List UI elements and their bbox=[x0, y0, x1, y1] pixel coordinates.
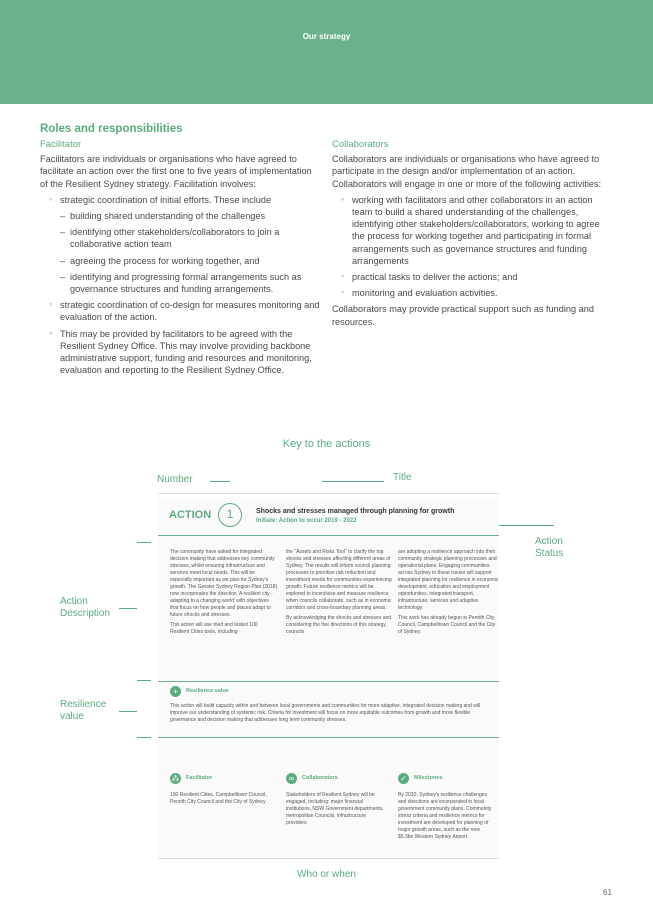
leader-line-resilience-top bbox=[137, 680, 151, 681]
people-icon: ⁂ bbox=[171, 774, 180, 783]
card-divider bbox=[158, 681, 499, 682]
collaborators-column bbox=[332, 139, 612, 332]
handshake-icon: ∞ bbox=[286, 773, 297, 784]
facilitator-bullet-text: strategic coordination of initial efforts. These include bbox=[60, 194, 272, 205]
action-description-col2 bbox=[286, 549, 394, 639]
collaborators-intro: Collaborators are individuals or organisations who have agreed to participate in the design and/or implementation of an action. Collaborators will engage in one or more of the following activities: bbox=[332, 154, 602, 189]
milestones-label: Milestones bbox=[414, 775, 443, 781]
checkmark-icon: ✓ bbox=[398, 773, 409, 784]
facilitator-bullet bbox=[40, 194, 320, 295]
facilitator-subitem: – identifying and progressing formal arrangements such as governance structures and funding arrangements. bbox=[60, 271, 320, 295]
collaborators-outro: Collaborators may provide practical support such as funding and resources. bbox=[332, 304, 594, 327]
collaborators-bullet: ◦ monitoring and evaluation activities. bbox=[332, 287, 612, 299]
facilitator-text: 100 Resilient Cities, Campbelltown Council, Penrith City Council and the City of Sydney bbox=[170, 792, 267, 805]
label-who: Who or when bbox=[297, 869, 356, 880]
facilitator-intro: Facilitators are individuals or organisations who have agreed to facilitate an action over the first one to five years of implementation of the Resilient Sydney strategy. Facilitation involves: bbox=[40, 154, 312, 189]
action-title: Shocks and stresses managed through planning for growth bbox=[256, 508, 455, 515]
resilience-label: Resilience value bbox=[186, 688, 229, 694]
label-number: Number bbox=[157, 474, 193, 485]
page-number: 61 bbox=[603, 888, 612, 897]
page-section-title: Our strategy bbox=[302, 32, 351, 41]
label-resilience: Resilience value bbox=[60, 699, 107, 722]
frame-bottom-line bbox=[158, 858, 499, 859]
sample-action-card bbox=[158, 497, 499, 857]
description-paragraph: The community have asked for integrated decision making that addresses key community stresses, whilst ensuring infrastructure and services meet local needs. This will be especially important as we plan for Sydney's growth. The Greater Sydney Region Plan (2018) now incorporates the direction 'A resilient city - adapting to a changing world' with objectives that focus on how people and places adapt to future shocks and stresses. bbox=[170, 549, 278, 618]
action-description-col3 bbox=[398, 549, 500, 639]
collaborators-heading: Collaborators bbox=[332, 139, 389, 150]
collaborators-text: Stakeholders of Resilient Sydney will be engaged, including: major financial institutions, NSW Government departments, metropolitan Councils, infrastructure providers bbox=[286, 792, 384, 826]
leader-line-description bbox=[119, 608, 137, 609]
description-paragraph: By acknowledging the shocks and stresses and considering the five directions of this strategy, councils bbox=[286, 615, 392, 635]
facilitator-bullet: ◦ This may be provided by facilitators to be agreed with the Resilient Sydney Office. This may involve providing backbone administrative support, funding and resources and monitoring, evaluation and reporting to the Resilient Sydney Office. bbox=[40, 328, 320, 377]
facilitator-list bbox=[40, 194, 320, 377]
facilitator-label: Facilitator bbox=[186, 775, 213, 781]
plus-icon: + bbox=[170, 686, 181, 697]
action-description-col1 bbox=[170, 549, 278, 639]
collaborators-bullet: ◦ working with facilitators and other collaborators in an action team to build a shared understanding of the challenges, identifying other stakeholders/collaborators, working to agree the process for working together and participating in formal arrangements such as governance structures and funding arrangements bbox=[332, 194, 612, 267]
collaborators-list bbox=[332, 194, 612, 300]
label-title: Title bbox=[393, 472, 412, 483]
card-divider bbox=[158, 535, 499, 536]
facilitator-subitem: – identifying other stakeholders/collaborators to join a collaborative action team bbox=[60, 226, 320, 250]
header-banner bbox=[0, 0, 653, 104]
action-number: 1 bbox=[218, 503, 242, 527]
leader-line-description-top bbox=[137, 542, 151, 543]
facilitator-sublist bbox=[60, 210, 320, 295]
facilitator-subitem: – agreeing the process for working together, and bbox=[60, 255, 320, 267]
leader-line-title bbox=[322, 481, 384, 482]
description-paragraph: This action will use tried and tested 100 Resilient Cities tools, including bbox=[170, 622, 258, 635]
resilience-text: This action will build capacity within and between local governments and communities for more adaptive, integrated decision making and will improve our understanding of systemic risk. Criteria for investment will focus on more equitable outcomes from growth and more flexible governance and decision making that addresses long term community stresses. bbox=[170, 703, 481, 723]
description-paragraph: are adopting a resilience approach into their community strategic planning processes and operational plans. Engaging communities across Sydney in these issues will support integrated planning for resilience in economic development, education and employment opportunities, integrated transport, infrastructure, services and adaptive technology. bbox=[398, 549, 499, 611]
collaborators-label: Collaborators bbox=[302, 775, 338, 781]
description-paragraph: the "Assets and Risks Tool" to clarify the top shocks and stresses affecting different areas of Sydney. The results will inform council planning processes to prioritise risk reduction and investment needs for communities experiencing growth. Future resilience metrics will be explored to incentivise and measure resilience when councils collaborate, such as in economic corridors and cross-boundary planning areas. bbox=[286, 549, 392, 611]
description-paragraph: This work has already begun in Penrith City Council, Campbelltown Council and the City of Sydney. bbox=[398, 615, 496, 635]
leader-line-resilience bbox=[119, 711, 137, 712]
facilitator-heading: Facilitator bbox=[40, 139, 82, 150]
action-word: ACTION bbox=[169, 509, 212, 521]
frame-top-line bbox=[158, 493, 499, 494]
key-title: Key to the actions bbox=[282, 438, 371, 450]
facilitator-bullet: ◦ strategic coordination of co-design for measures monitoring and evaluation of the action. bbox=[40, 299, 320, 323]
milestones-text: By 2020, Sydney's resilience challenges and directions are incorporated in local government community plans. Community stress criteria and resilience metrics for investment are developed for planning of major growth areas, such as the new $5.3bn Western Sydney Airport. bbox=[398, 792, 492, 840]
collaborators-bullet: ◦ practical tasks to deliver the actions; and bbox=[332, 271, 612, 283]
label-description: Action Description bbox=[60, 596, 111, 619]
roles-heading: Roles and responsibilities bbox=[40, 123, 183, 135]
card-divider bbox=[158, 737, 499, 738]
label-status: Action Status bbox=[535, 536, 564, 559]
leader-line-resilience-bottom bbox=[137, 737, 151, 738]
facilitator-subitem: – building shared understanding of the challenges bbox=[60, 210, 320, 222]
facilitator-column bbox=[40, 139, 320, 380]
leader-line-number bbox=[210, 481, 230, 482]
action-status: Initiate: Action to occur 2019 - 2022 bbox=[256, 518, 357, 524]
